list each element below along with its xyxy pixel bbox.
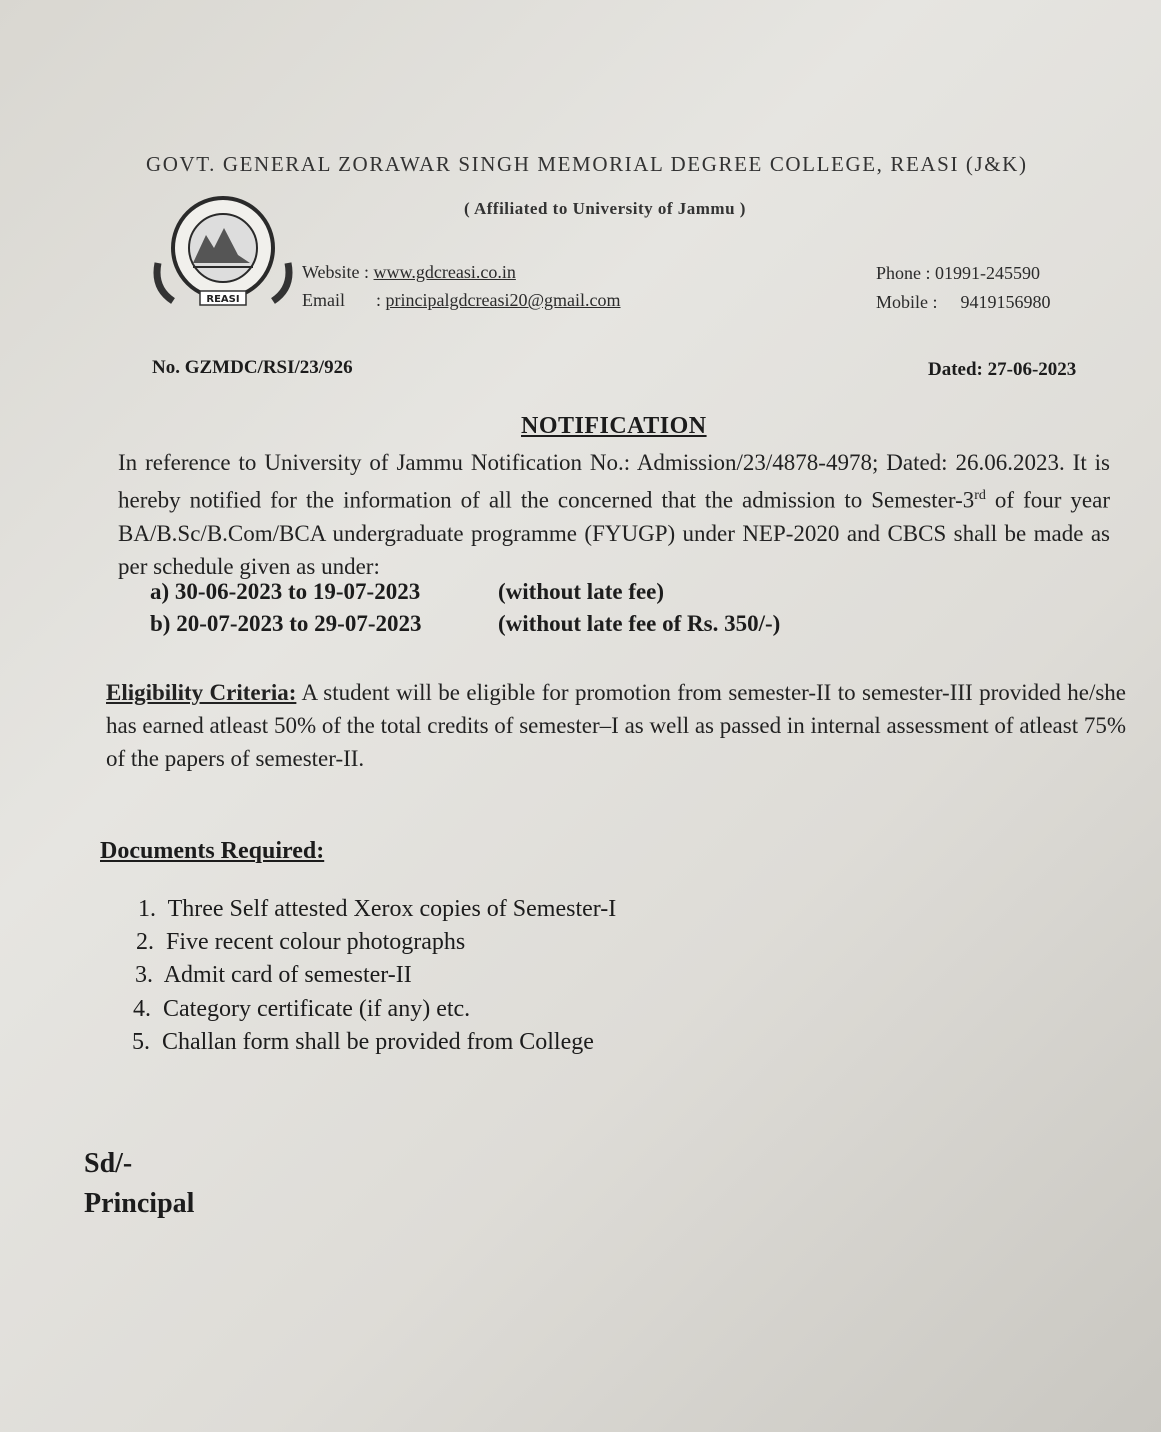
mobile-value: 9419156980 bbox=[960, 292, 1051, 312]
mobile-line bbox=[876, 292, 1051, 313]
list-text: Challan form shall be provided from College bbox=[162, 1029, 594, 1055]
documents-heading: Documents Required: bbox=[100, 838, 325, 864]
list-item bbox=[135, 962, 412, 989]
mobile-label: Mobile : bbox=[876, 292, 938, 312]
body-text-2: of four year BA/B.Sc/B.Com/BCA undergraduate programme (FYUGP) under NEP-2020 and CBCS shall be made as per schedule given as under: bbox=[118, 487, 1111, 579]
list-number: 3. bbox=[135, 962, 153, 988]
list-number: 5. bbox=[132, 1029, 150, 1055]
schedule-marker: a) bbox=[150, 579, 170, 604]
website-line bbox=[302, 262, 516, 283]
list-item bbox=[136, 929, 465, 956]
eligibility-label: Eligibility Criteria: bbox=[106, 680, 297, 705]
email-separator: : bbox=[376, 290, 382, 310]
list-item bbox=[133, 996, 470, 1023]
list-text: Five recent colour photographs bbox=[166, 929, 466, 955]
college-name: GOVT. GENERAL ZORAWAR SINGH MEMORIAL DEGREE COLLEGE, REASI (J&K) bbox=[146, 152, 1028, 176]
website-label: Website : bbox=[302, 262, 370, 282]
phone-line bbox=[876, 263, 1040, 284]
email-link[interactable]: principalgdcreasi20@gmail.com bbox=[385, 290, 621, 310]
list-number: 2. bbox=[136, 929, 154, 955]
list-number: 4. bbox=[133, 996, 151, 1022]
schedule-note-a: (without late fee) bbox=[498, 579, 665, 604]
notification-body bbox=[118, 446, 1110, 583]
schedule-item-a bbox=[150, 579, 420, 605]
logo-text: REASI bbox=[206, 294, 240, 305]
website-link[interactable]: www.gdcreasi.co.in bbox=[373, 262, 516, 282]
email-label: Email bbox=[302, 290, 345, 310]
email-line bbox=[302, 290, 621, 311]
eligibility-paragraph bbox=[106, 676, 1126, 775]
affiliation-line: ( Affiliated to University of Jammu ) bbox=[464, 199, 746, 218]
schedule-item-b bbox=[150, 611, 422, 637]
notification-heading: NOTIFICATION bbox=[521, 413, 707, 439]
schedule-note-b: (without late fee of Rs. 350/-) bbox=[498, 611, 781, 636]
list-number: 1. bbox=[138, 896, 156, 922]
phone-label: Phone bbox=[876, 263, 921, 283]
list-item bbox=[138, 896, 616, 923]
college-logo bbox=[148, 193, 298, 313]
list-text: Three Self attested Xerox copies of Semester-I bbox=[167, 896, 617, 922]
schedule-marker: b) bbox=[150, 611, 171, 636]
schedule-range: 30-06-2023 to 19-07-2023 bbox=[174, 579, 421, 604]
eligibility-text: A student will be eligible for promotion from semester-II to semester-III provided he/she has earned atleast 50% of the total credits of semester–I as well as passed in internal assessment of atleast 75% of the papers of semester-II. bbox=[106, 680, 1126, 771]
phone-value: : 01991-245590 bbox=[925, 263, 1040, 283]
signature-title: Principal bbox=[84, 1188, 195, 1219]
body-text-1: In reference to University of Jammu Notification No.: Admission/23/4878-4978; Dated: 26.06.2023. It is hereby notified for the information of all the concerned that the admission to Semester-3 bbox=[118, 450, 1110, 513]
reference-date: Dated: 27-06-2023 bbox=[928, 359, 1077, 380]
schedule-range: 20-07-2023 to 29-07-2023 bbox=[176, 611, 422, 636]
signature-sd: Sd/- bbox=[84, 1148, 133, 1179]
list-item bbox=[132, 1029, 594, 1056]
body-superscript: rd bbox=[974, 488, 986, 503]
list-text: Admit card of semester-II bbox=[163, 962, 412, 988]
list-text: Category certificate (if any) etc. bbox=[163, 996, 471, 1022]
reference-number: No. GZMDC/RSI/23/926 bbox=[152, 357, 353, 378]
